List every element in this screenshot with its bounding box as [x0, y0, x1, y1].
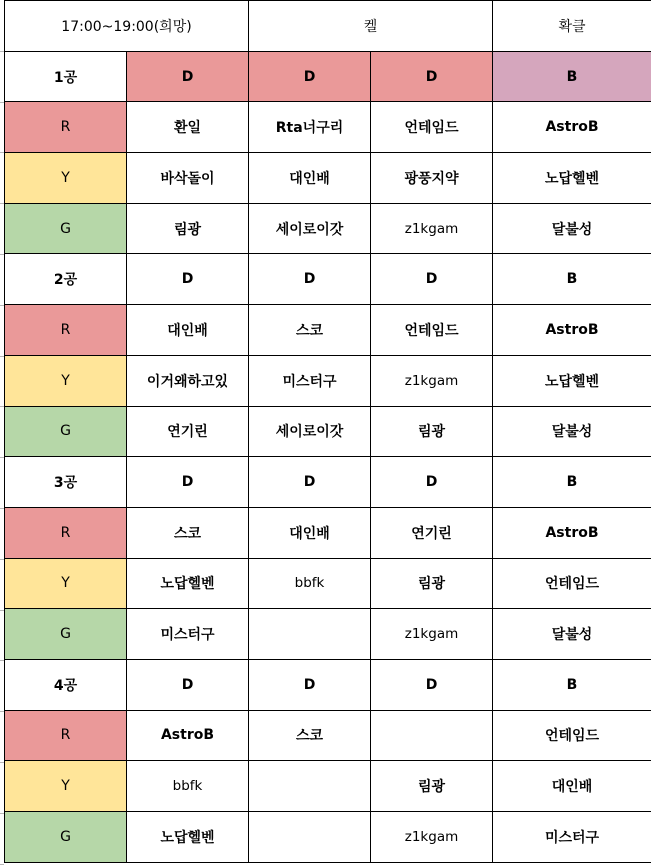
grade-cell[interactable]: D: [371, 254, 493, 305]
member-cell[interactable]: 팡풍지약: [371, 153, 493, 204]
raid-grade-row: [5, 457, 651, 508]
member-cell[interactable]: 달불성: [493, 406, 651, 457]
party-tag-cell[interactable]: R: [5, 710, 127, 761]
raid-label-cell[interactable]: 2공: [5, 254, 127, 305]
grade-cell[interactable]: D: [127, 659, 249, 710]
party-row: [5, 355, 651, 406]
grade-cell[interactable]: D: [249, 659, 371, 710]
party-tag-cell[interactable]: Y: [5, 355, 127, 406]
member-cell[interactable]: 노답헬벤: [493, 153, 651, 204]
member-cell[interactable]: 노답헬벤: [493, 355, 651, 406]
party-row: [5, 203, 651, 254]
member-cell[interactable]: 대인배: [493, 761, 651, 812]
member-cell[interactable]: AstroB: [493, 305, 651, 356]
member-cell[interactable]: 대인배: [249, 507, 371, 558]
member-cell[interactable]: 림광: [371, 761, 493, 812]
member-cell[interactable]: 노답헬벤: [127, 558, 249, 609]
member-cell[interactable]: z1kgam: [371, 203, 493, 254]
grade-cell[interactable]: B: [493, 254, 651, 305]
member-cell[interactable]: 언테임드: [371, 305, 493, 356]
grade-cell[interactable]: D: [249, 457, 371, 508]
member-cell[interactable]: 스코: [127, 507, 249, 558]
member-cell[interactable]: 미스터구: [127, 609, 249, 660]
member-cell[interactable]: [249, 761, 371, 812]
party-tag-cell[interactable]: R: [5, 305, 127, 356]
grade-cell[interactable]: D: [127, 254, 249, 305]
party-row: [5, 153, 651, 204]
party-tag-cell[interactable]: R: [5, 102, 127, 153]
member-cell[interactable]: 바삭돌이: [127, 153, 249, 204]
grade-cell[interactable]: B: [493, 51, 651, 102]
header-row: [5, 1, 651, 52]
raid-grade-row: [5, 51, 651, 102]
party-row: [5, 558, 651, 609]
member-cell[interactable]: 언테임드: [371, 102, 493, 153]
grade-cell[interactable]: B: [493, 659, 651, 710]
member-cell[interactable]: 환일: [127, 102, 249, 153]
time-header-cell[interactable]: 17:00~19:00(희망): [5, 1, 249, 52]
grade-cell[interactable]: D: [249, 254, 371, 305]
member-cell[interactable]: 미스터구: [249, 355, 371, 406]
raid-grade-row: [5, 659, 651, 710]
raid-schedule-table: [4, 0, 651, 863]
member-cell[interactable]: 미스터구: [493, 812, 651, 863]
raid-label-cell[interactable]: 4공: [5, 659, 127, 710]
party-tag-cell[interactable]: Y: [5, 761, 127, 812]
member-cell[interactable]: 세이로이갓: [249, 406, 371, 457]
party-tag-cell[interactable]: Y: [5, 558, 127, 609]
member-cell[interactable]: 이거왜하고있: [127, 355, 249, 406]
member-cell[interactable]: 스코: [249, 305, 371, 356]
member-cell[interactable]: 림광: [371, 406, 493, 457]
party-tag-cell[interactable]: G: [5, 609, 127, 660]
raid-grade-row: [5, 254, 651, 305]
member-cell[interactable]: 림광: [371, 558, 493, 609]
member-cell[interactable]: z1kgam: [371, 355, 493, 406]
member-cell[interactable]: bbfk: [127, 761, 249, 812]
member-cell[interactable]: 대인배: [127, 305, 249, 356]
member-cell[interactable]: AstroB: [493, 507, 651, 558]
member-cell[interactable]: 연기린: [371, 507, 493, 558]
member-cell[interactable]: 언테임드: [493, 558, 651, 609]
member-cell[interactable]: 노답헬벤: [127, 812, 249, 863]
party-row: [5, 102, 651, 153]
member-cell[interactable]: AstroB: [493, 102, 651, 153]
member-cell[interactable]: 연기린: [127, 406, 249, 457]
member-cell[interactable]: AstroB: [127, 710, 249, 761]
member-cell[interactable]: bbfk: [249, 558, 371, 609]
group-header-cell-kel[interactable]: 켈: [249, 1, 493, 52]
party-row: [5, 305, 651, 356]
grade-cell[interactable]: D: [371, 659, 493, 710]
member-cell[interactable]: z1kgam: [371, 812, 493, 863]
party-tag-cell[interactable]: G: [5, 203, 127, 254]
party-row: [5, 507, 651, 558]
member-cell[interactable]: 세이로이갓: [249, 203, 371, 254]
member-cell[interactable]: [371, 710, 493, 761]
grade-cell[interactable]: D: [127, 51, 249, 102]
raid-label-cell[interactable]: 3공: [5, 457, 127, 508]
member-cell[interactable]: 대인배: [249, 153, 371, 204]
raid-label-cell[interactable]: 1공: [5, 51, 127, 102]
group-header-cell-hwakkeul[interactable]: 확클: [493, 1, 651, 52]
member-cell[interactable]: [249, 609, 371, 660]
grade-cell[interactable]: D: [371, 51, 493, 102]
party-row: [5, 761, 651, 812]
party-tag-cell[interactable]: R: [5, 507, 127, 558]
member-cell[interactable]: 림광: [127, 203, 249, 254]
member-cell[interactable]: 달불성: [493, 203, 651, 254]
party-row: [5, 406, 651, 457]
grade-cell[interactable]: D: [249, 51, 371, 102]
grade-cell[interactable]: D: [127, 457, 249, 508]
party-row: [5, 812, 651, 863]
party-tag-cell[interactable]: Y: [5, 153, 127, 204]
member-cell[interactable]: 스코: [249, 710, 371, 761]
grade-cell[interactable]: B: [493, 457, 651, 508]
grade-cell[interactable]: D: [371, 457, 493, 508]
member-cell[interactable]: 달불성: [493, 609, 651, 660]
member-cell[interactable]: z1kgam: [371, 609, 493, 660]
party-tag-cell[interactable]: G: [5, 406, 127, 457]
party-tag-cell[interactable]: G: [5, 812, 127, 863]
member-cell[interactable]: [249, 812, 371, 863]
member-cell[interactable]: Rta너구리: [249, 102, 371, 153]
party-row: [5, 609, 651, 660]
member-cell[interactable]: 언테임드: [493, 710, 651, 761]
party-row: [5, 710, 651, 761]
